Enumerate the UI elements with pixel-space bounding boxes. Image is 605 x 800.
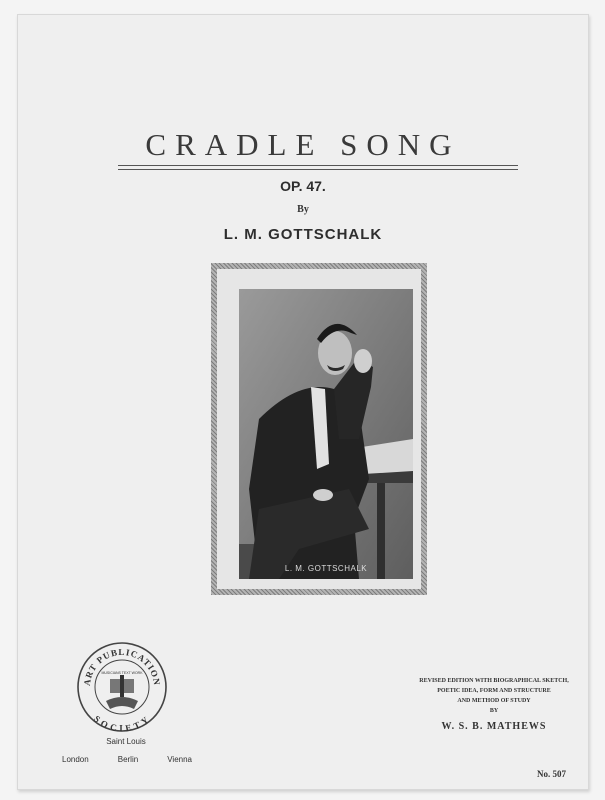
seal-bottom-text: SOCIETY — [91, 713, 152, 733]
city-vienna: Vienna — [167, 755, 192, 764]
edition-line: POETIC IDEA, FORM AND STRUCTURE — [437, 688, 551, 694]
portrait-caption: L. M. GOTTSCHALK — [284, 564, 368, 573]
editor-name: W. S. B. MATHEWS — [441, 721, 547, 732]
edition-line: AND METHOD OF STUDY — [457, 698, 531, 704]
portrait-frame — [211, 263, 427, 595]
edition-note — [413, 676, 575, 716]
catalog-number: No. 507 — [537, 769, 566, 779]
portrait-mat — [217, 269, 421, 589]
portrait-image — [239, 289, 413, 579]
city-london: London — [62, 755, 89, 764]
publisher-seal — [76, 641, 168, 733]
sheet-music-cover — [17, 14, 589, 790]
seal-top-text: ART PUBLICATION — [81, 646, 163, 687]
composer-portrait — [239, 289, 413, 579]
publisher-cities — [62, 755, 192, 764]
title-rule — [118, 165, 518, 170]
seal-inner-text: MUSICIANS TEXT WORK — [101, 671, 143, 675]
cover-title: CRADLE SONG — [145, 127, 461, 162]
edition-line: BY — [489, 708, 499, 714]
svg-text:SOCIETY — [92, 714, 152, 733]
edition-line: REVISED EDITION WITH BIOGRAPHICAL SKETCH, — [419, 678, 569, 684]
city-berlin: Berlin — [117, 755, 139, 764]
composer-name: L. M. GOTTSCHALK — [223, 226, 383, 243]
opus-number: OP. 47. — [280, 178, 326, 194]
publisher-city: Saint Louis — [106, 737, 146, 746]
by-label: By — [297, 204, 309, 215]
